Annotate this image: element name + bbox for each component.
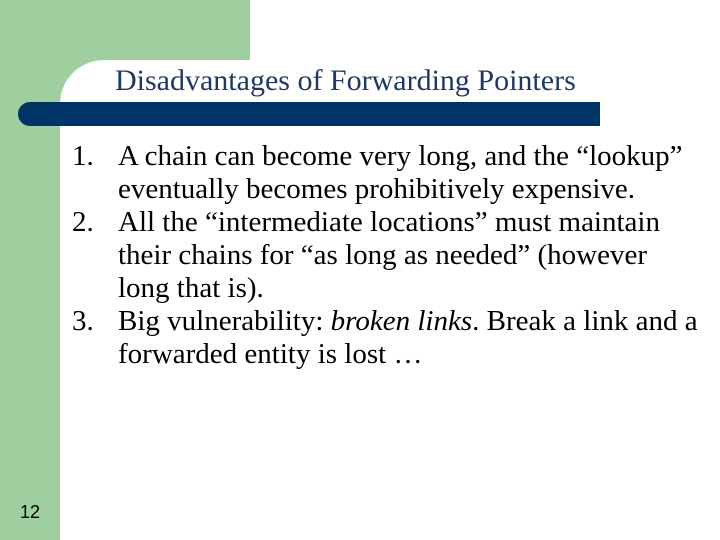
- page-number: 12: [19, 502, 41, 522]
- item-text: A chain can become very long, and the “lookup” eventually becomes prohibitively expensive.: [118, 140, 683, 205]
- item-text-emphasis: broken links: [330, 305, 473, 337]
- item-number: 3.: [72, 305, 94, 337]
- item-text-after: . Break a link and a forwarded entity is lost …: [118, 305, 698, 370]
- item-number: 2.: [72, 206, 94, 238]
- slide-title: Disadvantages of Forwarding Pointers: [115, 64, 576, 97]
- list-item: [72, 206, 702, 305]
- list-item: [72, 305, 702, 371]
- bullet-list: [72, 140, 702, 371]
- item-text-before: Big vulnerability:: [118, 305, 331, 337]
- item-number: 1.: [72, 140, 94, 172]
- title-underline-bar: [18, 102, 600, 126]
- list-item: [72, 140, 702, 206]
- item-text: All the “intermediate locations” must maintain their chains for “as long as needed” (however long that is).: [118, 206, 660, 304]
